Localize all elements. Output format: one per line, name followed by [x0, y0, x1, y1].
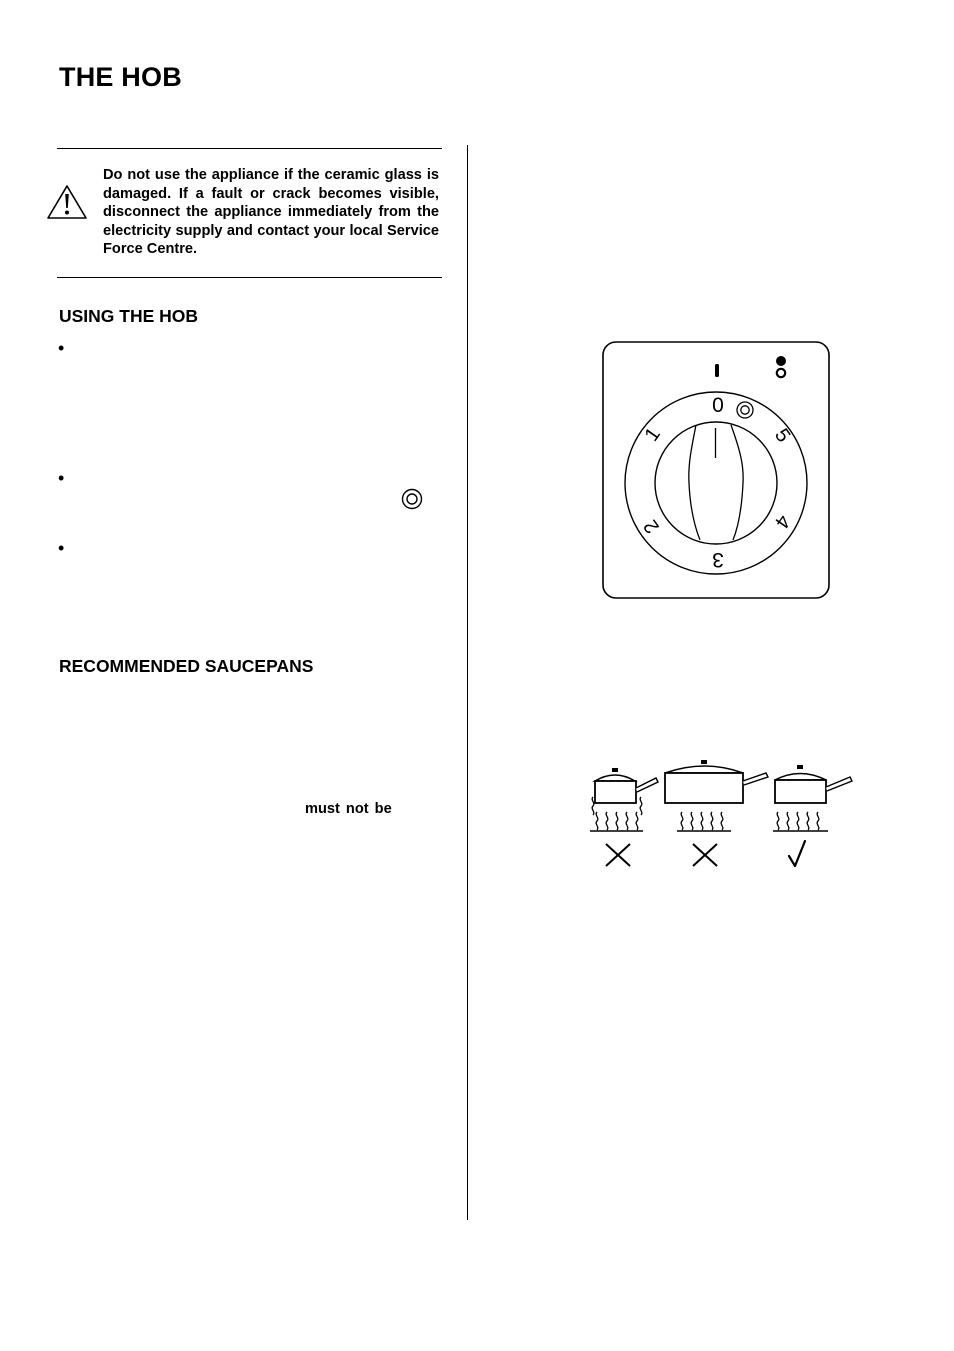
- matching-saucepan-icon: [775, 765, 852, 803]
- using-the-hob-heading: USING THE HOB: [59, 306, 199, 326]
- large-saucepan-icon: [665, 760, 768, 803]
- warning-top-rule: [57, 148, 442, 149]
- column-divider: [467, 145, 468, 1220]
- dial-position-4: 4: [769, 510, 795, 533]
- cross-icon: [606, 844, 630, 866]
- page-title: THE HOB: [59, 62, 182, 92]
- dial-position-2: 2: [639, 515, 665, 538]
- heat-waves-icon: [596, 812, 638, 830]
- dual-zone-symbol-icon: [400, 487, 424, 511]
- dial-position-5: 5: [769, 424, 795, 447]
- warning-bottom-rule: [57, 277, 442, 278]
- tick-icon: [789, 841, 805, 866]
- bullet-point: •: [58, 538, 65, 558]
- heat-waves-icon: [777, 812, 819, 830]
- filled-dot-icon: [776, 356, 786, 366]
- small-saucepan-icon: [592, 768, 658, 815]
- warning-triangle-icon: [46, 184, 88, 220]
- saucepan-size-illustration: [585, 755, 860, 873]
- recommended-saucepans-heading: RECOMMENDED SAUCEPANS: [59, 656, 314, 676]
- control-dial-illustration: [600, 340, 832, 602]
- bullet-point: •: [58, 338, 65, 358]
- top-mark-icon: [715, 364, 719, 377]
- heat-waves-icon: [681, 812, 723, 830]
- bullet-point: •: [58, 468, 65, 488]
- dial-position-3: 3: [712, 548, 724, 571]
- cross-icon: [693, 844, 717, 866]
- warning-text: Do not use the appliance if the ceramic glass is damaged. If a fault or crack becomes visible, disconnect the appliance immediately from the electricity supply and contact your local Service Force Centre.: [103, 167, 439, 258]
- dial-position-0: 0: [712, 394, 724, 417]
- dial-position-1: 1: [640, 423, 666, 446]
- must-not-be-text: must not be: [305, 801, 392, 817]
